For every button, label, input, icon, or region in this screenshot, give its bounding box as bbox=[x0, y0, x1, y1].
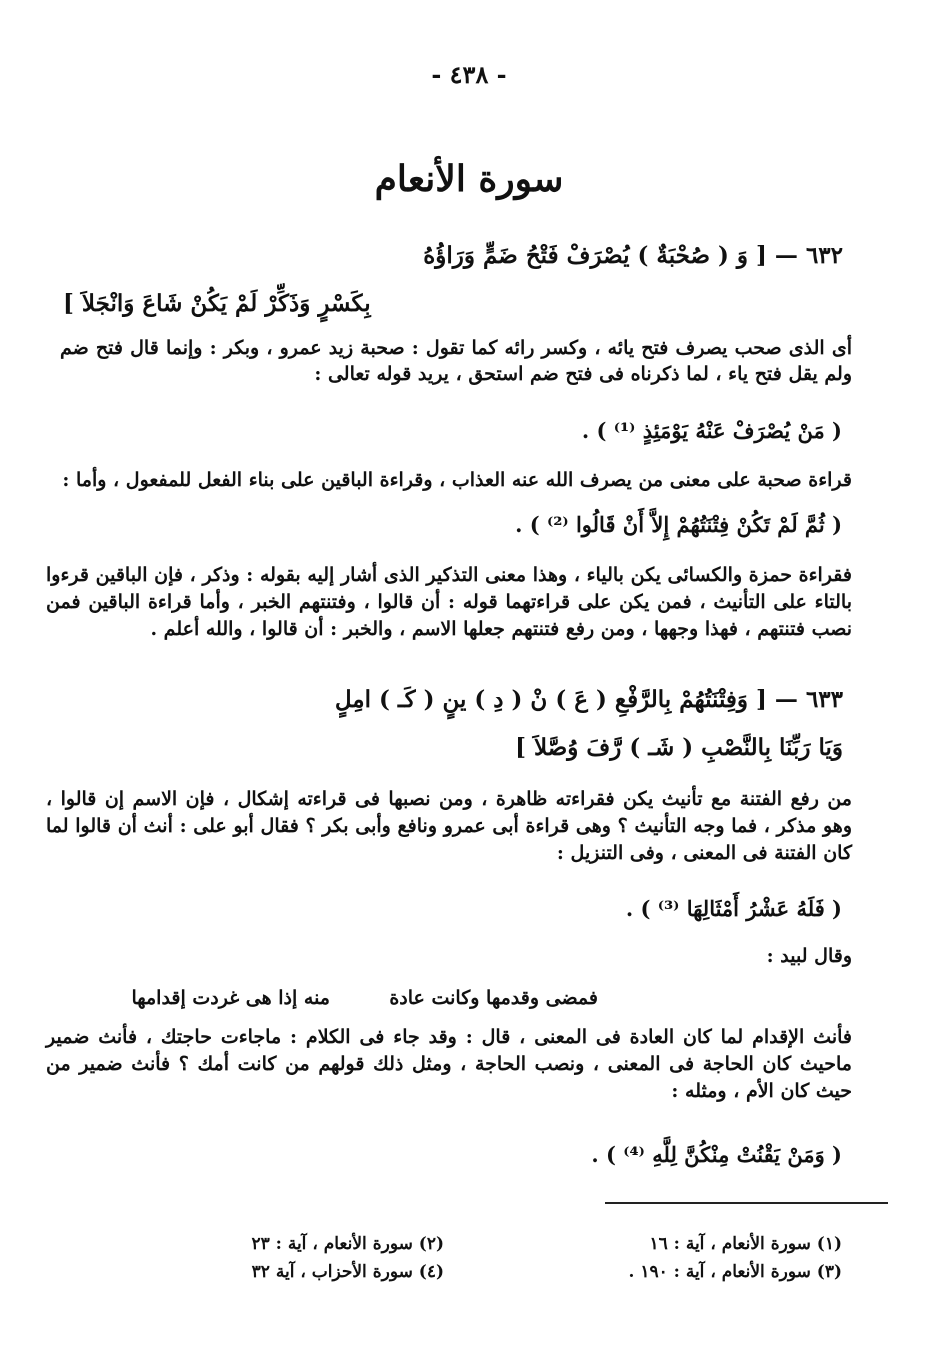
explanation-632: أى الذى صحب يصرف فتح يائه ، وكسر رائه كما تقول : صحبة زيد عمرو ، وبكر : وإنما قال فتح ضم ولم يقل فتح ياء ، لما ذكرناه فى فتح ضم استحق ، يريد قوله تعالى : bbox=[60, 337, 852, 385]
paragraph-5: فأنث الإقدام لما كان العادة فى المعنى ، قال : وقد جاء فى الكلام : ماجاءت حاجتك ، فأنث ضمير ماحيث كان الحاجة فى المعنى ، ونصب الحاجة ، ومثل ذلك قولهم من كانت أمك ؟ فأنث ضمير من حيث كان الأم ، ومثله : bbox=[46, 1026, 852, 1102]
paragraph-4: من رفع الفتنة مع تأنيث يكن فقراءته ظاهرة ، ومن نصبها فى قراءته إشكال ، فإن الاسم إن قالوا ، وهو مذكر ، فما وجه التأنيث ؟ وهى قراءة أبى عمرو ونافع وأبى بكر ؟ فقال أبو على : أنث أن قالوا لما كان الفتنة فى المعنى ، وفى التنزيل : bbox=[46, 788, 852, 864]
verse-633-line-2: وَيَا رَبِّنَا بِالنَّصْبِ ( شَـ ) رَّفَ وُصَّلاَ ] bbox=[515, 734, 843, 761]
page-number: - ٤٣٨ - bbox=[431, 60, 507, 89]
paragraph-3: فقراءة حمزة والكسائى يكن بالياء ، وهذا معنى التذكير الذى أشار إليه بقوله : وذكر ، فإن الباقين قرءوا بالتاء على التأنيث ، فمن يكن على قراءتهما قوله : أن قالوا ، وفتنتهم الخبر ، وأما قراءة الباقين فمن نصب فتنتهم ، فهذا وجهها ، ومن رفع فتنتهم جعلها الاسم ، والخبر : أن قالوا ، والله أعلم . bbox=[46, 564, 852, 640]
quran-quote-3: ( فَلَهُ عَشْرُ أَمْثَالِهَا ⁽³⁾ ) . bbox=[625, 896, 842, 921]
footnote-1: (١) سورة الأنعام ، آية : ١٦ bbox=[649, 1234, 842, 1254]
footnote-divider bbox=[605, 1202, 888, 1204]
surah-title: سورة الأنعام bbox=[374, 158, 564, 200]
poem-hemistich-1: فمضى وقدمها وكانت عادة bbox=[389, 987, 598, 1009]
verse-632-line-2: بِكَسْرٍ وَذَكِّرْ لَمْ يَكُنْ شَاعَ وَانْجَلاَ ] bbox=[63, 290, 371, 317]
poem-hemistich-2: منه إذا هى غردت إقدامها bbox=[131, 987, 330, 1009]
footnote-3: (٣) سورة الأنعام ، آية : ١٩٠ . bbox=[628, 1262, 842, 1282]
footnote-2: (٢) سورة الأنعام ، آية : ٢٣ bbox=[251, 1234, 444, 1254]
footnote-4: (٤) سورة الأحزاب ، آية ٣٢ bbox=[251, 1262, 444, 1282]
quran-quote-2: ( ثُمَّ لَمْ تَكُنْ فِتْنَتُهُمْ إِلاَّ أَنْ قَالُوا ⁽²⁾ ) . bbox=[515, 512, 842, 537]
verse-632-line-1: ٦٣٢ — [ وَ ( صُحْبَةٌ ) يُصْرَفْ فَتْحُ ضَمٍّ وَرَاؤُهُ bbox=[423, 242, 843, 269]
verse-633-line-1: ٦٣٣ — [ وَفِتْنَتُهُمْ بِالرَّفْعِ ( عَ ) نْ ( دِ ) ينٍ ( كَـ ) امِلٍ bbox=[334, 686, 843, 713]
labid-intro: وقال لبيد : bbox=[766, 945, 852, 967]
paragraph-2: قراءة صحبة على معنى من يصرف الله عنه العذاب ، وقراءة الباقين على بناء الفعل للمفعول ، وأما : bbox=[62, 469, 852, 491]
quran-quote-1: ( مَنْ يُصْرَفْ عَنْهُ يَوْمَئِذٍ ⁽¹⁾ ) . bbox=[581, 418, 842, 443]
quran-quote-4: ( وَمَنْ يَقْنُتْ مِنْكُنَّ لِلَّهِ ⁽⁴⁾ ) . bbox=[591, 1142, 842, 1167]
